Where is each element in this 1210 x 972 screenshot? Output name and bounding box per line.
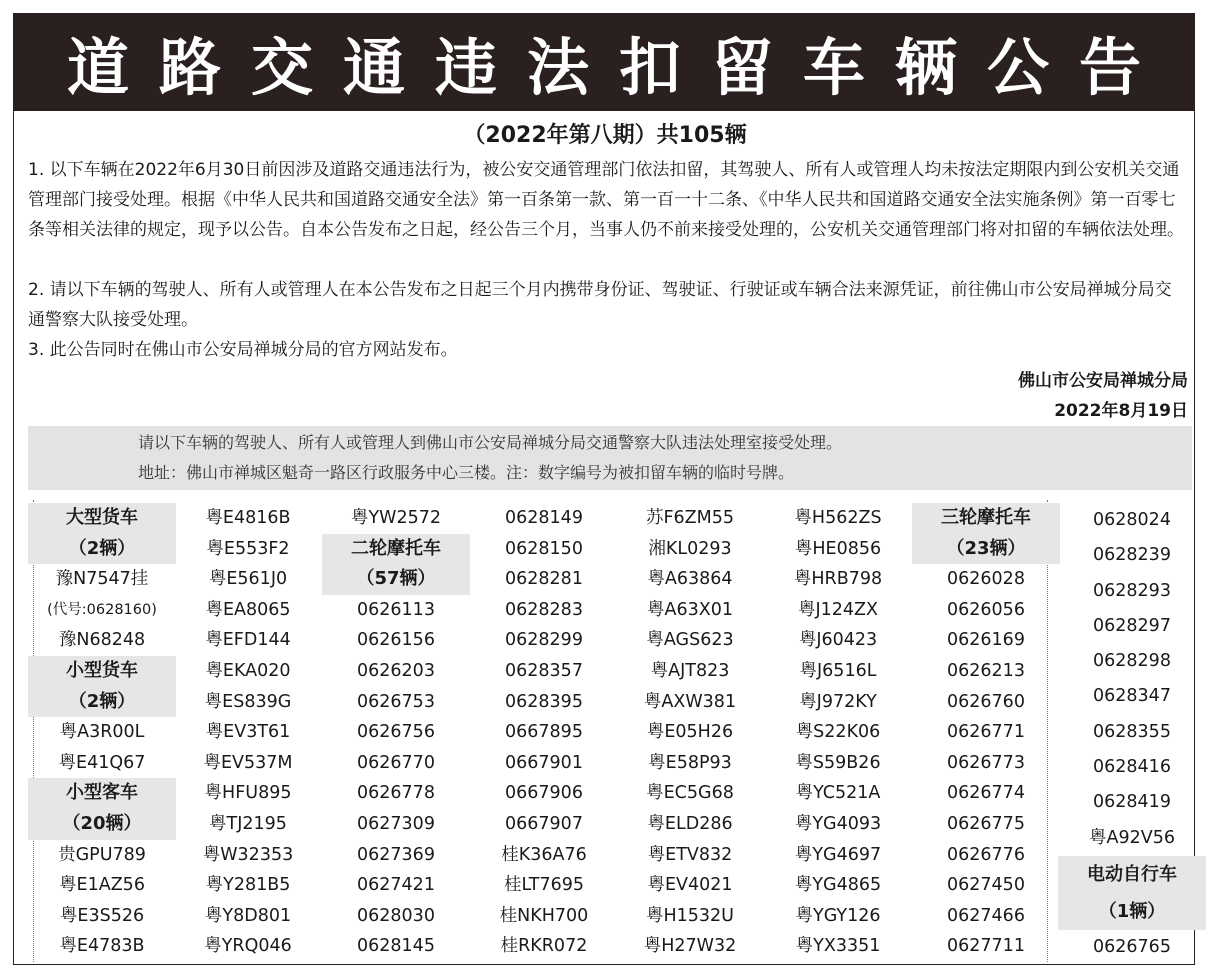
vehicle-plate: 0667906 xyxy=(505,783,583,804)
vehicle-plate: 0628419 xyxy=(1093,792,1171,813)
vehicle-plate: 0628347 xyxy=(1093,686,1171,707)
notice-line-1: 请以下车辆的驾驶人、所有人或管理人到佛山市公安局禅城分局交通警察大队违法处理室接受处理。 xyxy=(138,433,843,452)
vehicle-plate: 0626773 xyxy=(947,752,1025,773)
signature-date: 2022年8月19日 xyxy=(1054,401,1188,421)
vehicle-plate: 桂LT7695 xyxy=(503,875,585,896)
vehicle-plate: (代号:0628160) xyxy=(47,601,157,618)
vehicle-plate: 粤E58P93 xyxy=(648,752,732,773)
vehicle-plate: 粤J124ZX xyxy=(797,599,879,620)
vehicle-plate: 0667907 xyxy=(505,813,583,834)
vehicle-plate: 粤AGS623 xyxy=(646,630,734,651)
vehicle-category-header: （57辆） xyxy=(322,564,470,595)
vehicle-plate: 0628297 xyxy=(1093,615,1171,636)
vehicle-plate: 0628024 xyxy=(1093,510,1171,530)
vehicle-plate: 0627711 xyxy=(947,936,1025,957)
vehicle-plate: 粤W32353 xyxy=(202,844,294,865)
vehicle-column-2 xyxy=(174,503,322,962)
vehicle-plate: 0626756 xyxy=(357,722,435,743)
vehicle-plate: 0627450 xyxy=(947,875,1025,896)
vehicle-plate: 粤EC5G68 xyxy=(646,783,734,804)
vehicle-plate: 0627369 xyxy=(357,844,435,865)
vehicle-category-header: 大型货车 xyxy=(28,503,176,534)
vehicle-plate: 粤H27W32 xyxy=(643,936,737,957)
vehicle-plate: 粤HE0856 xyxy=(794,538,882,559)
paragraph-3: 3. 此公告同时在佛山市公安局禅城分局的官方网站发布。 xyxy=(28,340,458,360)
vehicle-plate: 0667895 xyxy=(505,722,583,743)
vehicle-plate: 粤TJ2195 xyxy=(209,813,287,834)
vehicle-plate: 粤E553F2 xyxy=(206,538,290,559)
vehicle-plate: 0627309 xyxy=(357,813,435,834)
vehicle-plate: 桂NKH700 xyxy=(499,905,589,926)
vehicle-plate: 0628150 xyxy=(505,538,583,559)
vehicle-plate: 粤YG4093 xyxy=(794,813,882,834)
vehicle-plate: 粤E1AZ56 xyxy=(59,875,145,896)
vehicle-plate: 0628416 xyxy=(1093,757,1171,778)
vehicle-column-3 xyxy=(322,503,470,962)
paragraph-1: 1. 以下车辆在2022年6月30日前因涉及道路交通违法行为，被公安交通管理部门依法扣留，其驾驶人、所有人或管理人均未按法定期限内到公安机关交通管理部门接受处理。根据《中华人民共和国道路交通安全法》第一百条第一款、第一百一十二条、《中华人民共和国道路交通安全法实施条例》第一百零七条等相关法律的规定，现予以公告。自本公告发布之日起，经公告三个月，当事人仍不前来接受处理的，公安机关交通管理部门将对扣留的车辆依法处理。 xyxy=(28,160,1184,240)
notice-line-2: 地址：佛山市禅城区魁奇一路区行政服务中心三楼。注：数字编号为被扣留车辆的临时号牌。 xyxy=(138,463,795,482)
paragraph-2: 2. 请以下车辆的驾驶人、所有人或管理人在本公告发布之日起三个月内携带身份证、驾驶证、行驶证或车辆合法来源凭证，前往佛山市公安局禅城分局交通警察大队接受处理。 xyxy=(28,280,1172,330)
vehicle-plate: 粤HFU895 xyxy=(204,783,292,804)
vehicle-plate: 粤E4783B xyxy=(59,936,145,957)
vehicle-plate: 粤J6516L xyxy=(799,660,877,681)
vehicle-plate: 粤H1532U xyxy=(645,905,734,926)
vehicle-category-header: （2辆） xyxy=(28,534,176,565)
vehicle-category-header: （20辆） xyxy=(28,809,176,840)
vehicle-plate: 粤E41Q67 xyxy=(58,752,146,773)
vehicle-plate: 粤YG4697 xyxy=(794,844,882,865)
vehicle-plate: 0627466 xyxy=(947,905,1025,926)
vehicle-plate: 粤A3R00L xyxy=(59,722,145,743)
vehicle-plate: 0628299 xyxy=(505,630,583,651)
vehicle-plate: 0626213 xyxy=(947,660,1025,681)
vehicle-category-header: 小型货车 xyxy=(28,656,176,687)
vehicle-plate: 粤E4816B xyxy=(205,508,291,528)
vehicle-plate: 0628149 xyxy=(505,508,583,528)
vehicle-plate: 0628298 xyxy=(1093,651,1171,672)
vehicle-plate: 粤Y281B5 xyxy=(205,875,291,896)
vehicle-plate: 0626776 xyxy=(947,844,1025,865)
vehicle-plate: 桂RKR072 xyxy=(500,936,588,957)
vehicle-category-header: （23辆） xyxy=(912,534,1060,565)
vehicle-plate: 粤EA8065 xyxy=(205,599,291,620)
vehicle-category-header: （1辆） xyxy=(1058,893,1206,930)
vehicle-plate: 粤J972KY xyxy=(799,691,877,712)
vehicle-plate: 0628395 xyxy=(505,691,583,712)
vehicle-plate: 粤S22K06 xyxy=(795,722,881,743)
vehicle-plate: 粤S59B26 xyxy=(795,752,881,773)
vehicle-plate: 0626753 xyxy=(357,691,435,712)
vehicle-plate: 豫N7547挂 xyxy=(55,569,149,590)
vehicle-column-8 xyxy=(1058,503,1206,965)
vehicle-category-header: 小型客车 xyxy=(28,778,176,809)
vehicle-column-7 xyxy=(912,503,1060,962)
vehicle-category-header: 电动自行车 xyxy=(1058,856,1206,893)
vehicle-plate: 粤H562ZS xyxy=(794,508,882,528)
vehicle-column-5 xyxy=(616,503,764,962)
vehicle-plate: 0626774 xyxy=(947,783,1025,804)
vehicle-plate: 湘KL0293 xyxy=(648,538,732,559)
vehicle-plate: 0628357 xyxy=(505,660,583,681)
vehicle-plate: 0626775 xyxy=(947,813,1025,834)
notice-box xyxy=(28,426,1192,490)
vehicle-plate: 苏F6ZM55 xyxy=(645,508,735,528)
title-banner xyxy=(13,13,1195,111)
vehicle-plate: 粤YC521A xyxy=(795,783,881,804)
vehicle-plate: 粤A63X01 xyxy=(647,599,733,620)
vehicle-category-header: 二轮摩托车 xyxy=(322,534,470,565)
vehicle-plate: 贵GPU789 xyxy=(58,844,146,865)
vehicle-plate: 粤ES839G xyxy=(204,691,292,712)
vehicle-plate: 粤AJT823 xyxy=(650,660,730,681)
vehicle-plate: 0626169 xyxy=(947,630,1025,651)
vehicle-plate: 0628145 xyxy=(357,936,435,957)
vehicle-plate: 粤YW2572 xyxy=(350,508,442,528)
vehicle-plate: 0626770 xyxy=(357,752,435,773)
vehicle-plate: 粤J60423 xyxy=(798,630,878,651)
vehicle-plate: 粤A92V56 xyxy=(1089,827,1175,848)
vehicle-plate: 0667901 xyxy=(505,752,583,773)
vehicle-plate: 桂K36A76 xyxy=(501,844,587,865)
vehicle-plate: 0626056 xyxy=(947,599,1025,620)
vehicle-plate: 粤YGY126 xyxy=(795,905,881,926)
vehicle-plate: 0628283 xyxy=(505,599,583,620)
vehicle-plate: 0626771 xyxy=(947,722,1025,743)
vehicle-plate: 粤E3S526 xyxy=(59,905,145,926)
vehicle-column-4 xyxy=(470,503,618,962)
page-title: 道路交通违法扣留车辆公告 xyxy=(66,30,1171,104)
vehicle-plate: 0626113 xyxy=(357,599,435,620)
vehicle-plate: 粤YRQ046 xyxy=(204,936,292,957)
vehicle-plate: 0626028 xyxy=(947,569,1025,590)
vehicle-plate: 粤EFD144 xyxy=(205,630,291,651)
issue-heading: （2022年第八期）共105辆 xyxy=(463,123,747,148)
vehicle-plate: 0626760 xyxy=(947,691,1025,712)
vehicle-plate: 0626203 xyxy=(357,660,435,681)
vehicle-category-header: （2辆） xyxy=(28,687,176,718)
vehicle-plate: 粤EKA020 xyxy=(205,660,291,681)
vehicle-plate: 粤E561J0 xyxy=(208,569,288,590)
vehicle-plate: 粤ELD286 xyxy=(647,813,733,834)
vehicle-plate: 粤Y8D801 xyxy=(204,905,292,926)
vehicle-plate: 0628030 xyxy=(357,905,435,926)
vehicle-plate: 粤AXW381 xyxy=(643,691,737,712)
vehicle-plate: 粤YG4865 xyxy=(794,875,882,896)
vehicle-plate: 豫N68248 xyxy=(58,630,146,651)
vehicle-plate: 粤ETV832 xyxy=(647,844,733,865)
vehicle-plate: 粤E05H26 xyxy=(646,722,734,743)
vehicle-plate: 0628239 xyxy=(1093,545,1171,566)
vehicle-plate: 粤EV3T61 xyxy=(205,722,291,743)
signature-org: 佛山市公安局禅城分局 xyxy=(1018,371,1188,391)
vehicle-category-header: 三轮摩托车 xyxy=(912,503,1060,534)
vehicle-plate: 0626765 xyxy=(1093,936,1171,957)
vehicle-plate: 0626778 xyxy=(357,783,435,804)
vehicle-plate: 0628281 xyxy=(505,569,583,590)
vehicle-plate: 0627421 xyxy=(357,875,435,896)
vehicle-plate: 粤EV537M xyxy=(203,752,293,773)
vehicle-plate: 粤A63864 xyxy=(647,569,733,590)
vehicle-plate: 0628355 xyxy=(1093,721,1171,742)
vehicle-plate: 粤EV4021 xyxy=(647,875,733,896)
vehicle-column-6 xyxy=(764,503,912,962)
vehicle-plate: 0628293 xyxy=(1093,580,1171,601)
vehicle-plate: 粤YX3351 xyxy=(795,936,881,957)
vehicle-plate: 粤HRB798 xyxy=(793,569,883,590)
vehicle-column-1 xyxy=(28,503,176,962)
vehicle-plate: 0626156 xyxy=(357,630,435,651)
